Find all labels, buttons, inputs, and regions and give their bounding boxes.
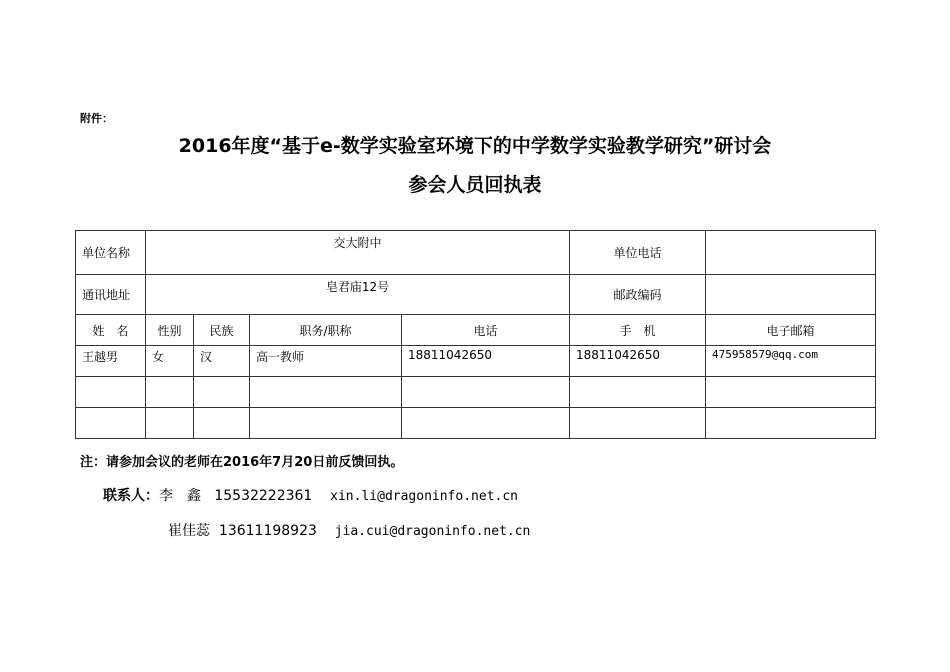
contact-name: 崔佳蕊 <box>168 523 210 539</box>
cell-mobile[interactable]: 18811042650 <box>570 346 706 377</box>
cell-position[interactable] <box>250 408 402 439</box>
col-header-gender: 性别 <box>146 315 194 346</box>
unit-phone-label: 单位电话 <box>570 231 706 275</box>
address-label: 通讯地址 <box>76 275 146 315</box>
cell-ethnicity[interactable] <box>194 377 250 408</box>
postcode-value[interactable] <box>706 275 876 315</box>
unit-name-value[interactable]: 交大附中 <box>146 231 570 275</box>
header-row <box>76 315 876 346</box>
contact-email[interactable]: xin.li@dragoninfo.net.cn <box>330 489 518 504</box>
cell-ethnicity[interactable] <box>194 408 250 439</box>
document-subtitle: 参会人员回执表 <box>408 174 542 196</box>
col-header-ethnicity: 民族 <box>194 315 250 346</box>
registration-table <box>75 230 876 439</box>
col-header-email: 电子邮箱 <box>706 315 876 346</box>
contact-line-1 <box>103 485 518 505</box>
cell-position[interactable]: 高一教师 <box>250 346 402 377</box>
cell-email[interactable]: 475958579@qq.com <box>706 346 876 377</box>
unit-name-row <box>76 231 876 275</box>
cell-phone[interactable] <box>402 408 570 439</box>
unit-name-label: 单位名称 <box>76 231 146 275</box>
cell-email[interactable] <box>706 408 876 439</box>
contact-label: 联系人： <box>103 488 159 504</box>
deadline-note: 注：请参加会议的老师在2016年7月20日前反馈回执。 <box>80 455 404 470</box>
cell-gender[interactable] <box>146 408 194 439</box>
table-row <box>76 408 876 439</box>
cell-mobile[interactable] <box>570 377 706 408</box>
cell-name[interactable] <box>76 408 146 439</box>
cell-phone[interactable]: 18811042650 <box>402 346 570 377</box>
col-header-name: 姓 名 <box>76 315 146 346</box>
contact-email[interactable]: jia.cui@dragoninfo.net.cn <box>334 524 531 539</box>
col-header-phone: 电话 <box>402 315 570 346</box>
contact-phone: 15532222361 <box>214 488 313 504</box>
cell-phone[interactable] <box>402 377 570 408</box>
address-value[interactable]: 皂君庙12号 <box>146 275 570 315</box>
table-row <box>76 377 876 408</box>
contact-line-2 <box>168 520 530 540</box>
col-header-mobile: 手 机 <box>570 315 706 346</box>
address-row <box>76 275 876 315</box>
cell-position[interactable] <box>250 377 402 408</box>
col-header-position: 职务/职称 <box>250 315 402 346</box>
unit-phone-value[interactable] <box>706 231 876 275</box>
cell-ethnicity[interactable]: 汉 <box>194 346 250 377</box>
postcode-label: 邮政编码 <box>570 275 706 315</box>
document-title: 2016年度“基于e-数学实验室环境下的中学数学实验教学研究”研讨会 <box>178 135 772 157</box>
attachment-label: 附件： <box>80 112 113 125</box>
table-row <box>76 346 876 377</box>
cell-gender[interactable] <box>146 377 194 408</box>
contact-name: 李 鑫 <box>159 488 201 504</box>
cell-gender[interactable]: 女 <box>146 346 194 377</box>
contact-phone: 13611198923 <box>218 523 317 539</box>
cell-name[interactable]: 王越男 <box>76 346 146 377</box>
cell-mobile[interactable] <box>570 408 706 439</box>
cell-name[interactable] <box>76 377 146 408</box>
cell-email[interactable] <box>706 377 876 408</box>
